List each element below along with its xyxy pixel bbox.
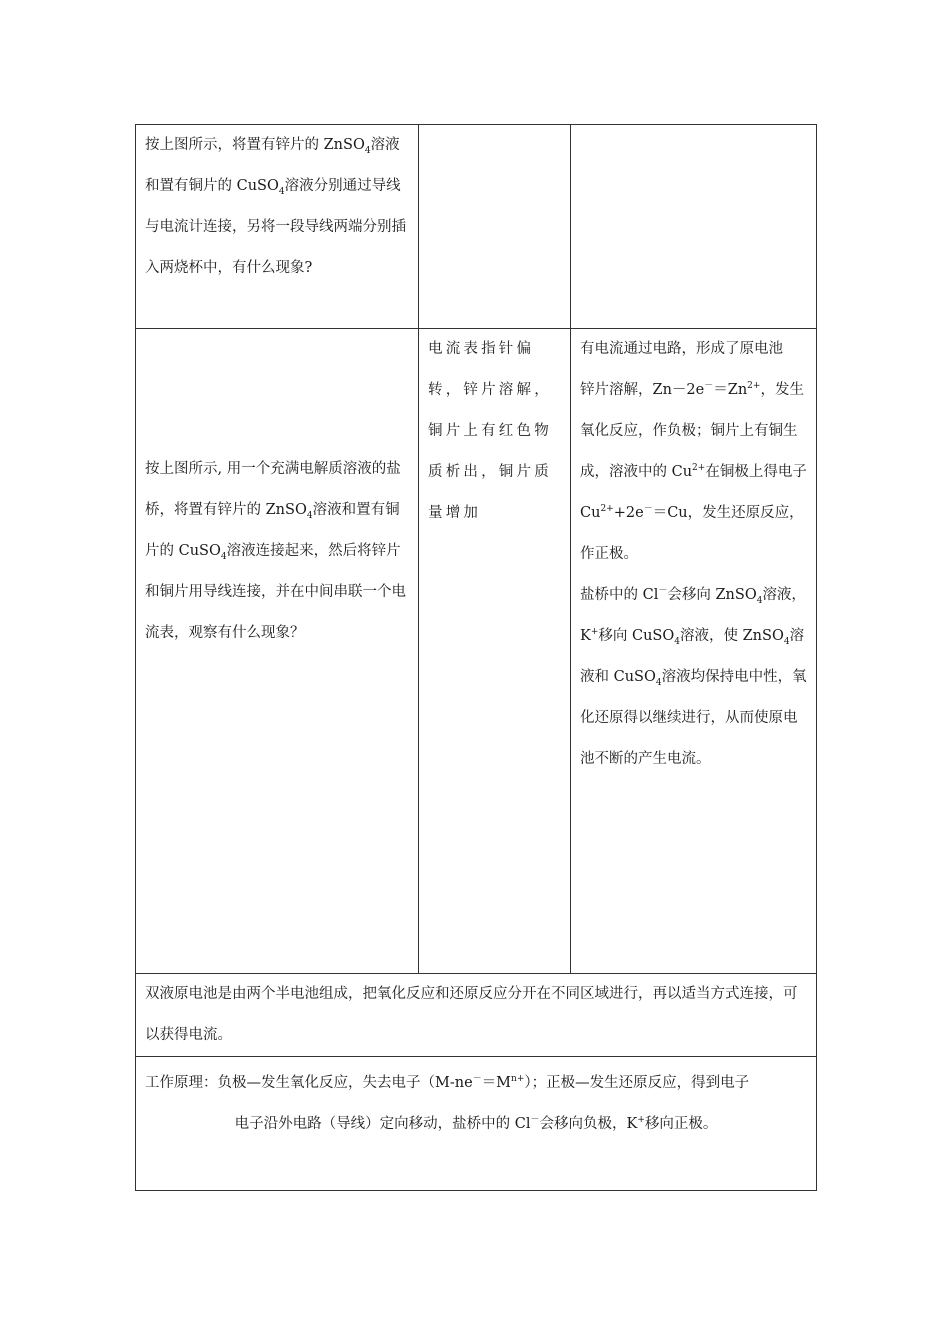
principle-cell [136,1057,817,1191]
explanation-cell [571,329,817,974]
table-row [136,1057,817,1191]
phenomenon-cell [419,125,571,329]
explanation-paragraph: 锌片溶解，$Zn-2e^-=Zn^{2+}$，发生氧化反应，作负极；铜片上有铜生成，溶液中的 $Cu^{2+}$在铜极上得电子 $Cu^{2+}+2e^-=Cu$，发生还原反应，作正极。 [580,381,807,562]
explanation-paragraph: 有电流通过电路，形成了原电池 [580,341,783,357]
explanation-cell [571,125,817,329]
principle-line: 电子沿外电路（导线）定向移动，盐桥中的 Cl－会移向负极，K+移向正极。 [234,1115,718,1132]
phenomenon-cell: 电流表指针偏转，锌片溶解，铜片上有红色物质析出，铜片质量增加 [419,329,571,974]
table-row [136,974,817,1057]
principle-line: 工作原理：负极—发生氧化反应，失去电子$(M-ne^-=M^{n+})$；正极—发生还原反应，得到电子 [145,1074,750,1091]
table-row [136,125,817,329]
summary-cell: 双液原电池是由两个半电池组成，把氧化反应和还原反应分开在不同区域进行，再以适当方式连接，可以获得电流。 [136,974,817,1057]
table-row [136,329,817,974]
lesson-table [135,124,817,1191]
question-cell: 按上图所示, 用一个充满电解质溶液的盐桥，将置有锌片的 ZnSO$_4$溶液和置有铜片的 CuSO$_4$溶液连接起来，然后将锌片和铜片用导线连接，并在中间串联一个电流表，观察有什么现象？ [136,329,419,974]
explanation-paragraph: 盐桥中的 Cl－会移向 ZnSO$_4$溶液，K+移向 CuSO$_4$溶液，使 ZnSO$_4$溶液和 CuSO$_4$溶液均保持电中性，氧化还原得以继续进行，从而使原电池不断的产生电流。 [580,586,807,767]
question-cell: 按上图所示，将置有锌片的 ZnSO$_4$溶液和置有铜片的 CuSO$_4$溶液分别通过导线与电流计连接，另将一段导线两端分别插入两烧杯中，有什么现象? [136,125,419,329]
